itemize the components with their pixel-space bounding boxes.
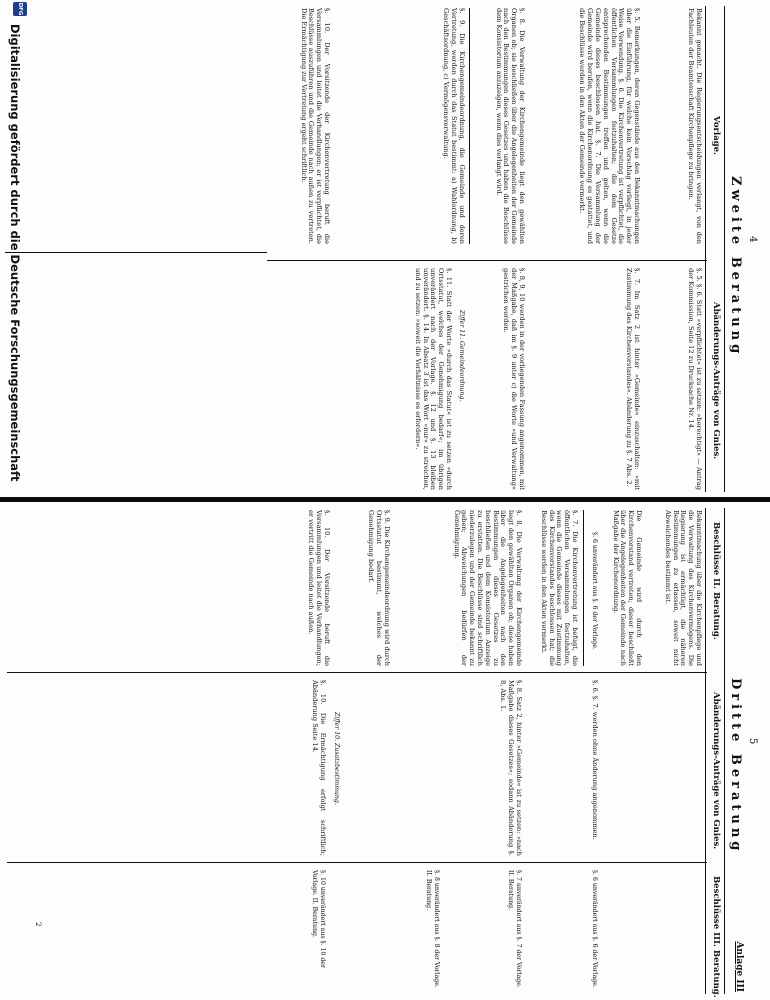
bill-paragraph: §. 10. Der Vorsitzende der Kirchenvertretung beruft die Versammlungen und leitet die Verhandlungen; er ist verpflichtet, die Beschlüsse auszuführen und die Gemeinde nach außen zu vertreten. Die Ermächtigung zur Vertretung ergeht schriftlich.	[299, 8, 331, 244]
right-page	[0, 502, 770, 1000]
column-header-second-reading: Beschlüsse II. Beratung.	[711, 522, 721, 640]
third-reading-paragraph: §. 8 unverändert aus §. 8 der Vorlage. II. Beratung.	[425, 870, 440, 988]
amendment-paragraph: §. 7. Im Satz 2 ist hinter »Gemeinde« einzuschalten: »mit Zustimmung des Kirchenvorstandes«. Abänderung zu §. 7 Abs. 2.	[625, 268, 641, 490]
second-reading-paragraph: Die Gemeinde wird durch den Kirchenvorstand vertreten; dieser beschließt über die Angelegenheiten der Gemeinde nach Maßgabe der Kirchenordnung.	[611, 510, 643, 666]
column-rule-lower	[5, 252, 267, 253]
bill-paragraph: §. 8. Die Verwaltung der Kirchengemeinde liegt den gewählten Organen ob; sie beschließen über die Angelegenheiten der Gemeinde nach den Bestimmungen dieses Gesetzes und haben die Beschlüsse dem Konsistorium anzuzeigen, wenn dies verlangt wird.	[494, 8, 526, 244]
column-rule	[267, 260, 707, 261]
page-mark: 2	[34, 922, 42, 927]
column-header-third-reading: Beschlüsse III. Beratung.	[711, 876, 721, 998]
amendment-paragraph: §. 5. §. 6. Statt »verpflichtet« ist zu setzen: »berechtigt« — Antrag der Kommission, Seite 12 zu Drucksache Nr. 14.	[687, 268, 703, 490]
table-header	[705, 508, 725, 998]
dfg-logo-icon: DFG	[13, 2, 27, 16]
third-reading-paragraph: §. 10 unverändert aus §. 10 der Vorlage. II. Beratung.	[311, 870, 326, 968]
column-header-amendments: Abänderungs-Anträge von Gnies.	[711, 692, 721, 850]
amendment-paragraph: §. 6. §. 7. werden ohne Änderung angenommen.	[591, 680, 599, 840]
section-title: Zweite Beratung	[728, 176, 743, 358]
amendment-paragraph: §. 8, 9, 10 werden in der vorliegenden Fassung angenommen, mit der Maßgabe, daß im §. 9 unter c) die Worte »und Verwaltung« gestrichen werden.	[502, 268, 526, 490]
amendment-paragraph: §. 8. Satz 2, hinter »Gemeinde« ist zu setzen: »nach Maßgabe dieses Gesetzes«; sodann Abänderung §. 8, Abs. 1.	[499, 680, 523, 856]
section-rule	[469, 8, 470, 244]
second-reading-paragraph: §. 9. Die Kirchengemeindeordnung wird durch Ortsstatut bestimmt, welches der Genehmigung bedarf.	[367, 510, 391, 666]
left-page	[0, 0, 770, 498]
sub-heading: Ziffer 10. Zusatzbestimmung.	[333, 712, 340, 805]
bill-paragraph: §. 9. Die Kirchengemeindeordnung, die Gemeinde und deren Vertretung, werden durch das Statut bestimmt: a) Wahlordnung, b) Geschäftsordnung, c) Vermögensverwaltung.	[442, 8, 466, 244]
second-reading-paragraph: §. 8. Die Verwaltung der Kirchengemeinde liegt den gewählten Organen ob; diese haben über die Angelegenheiten nach den Bestimmungen dieses Gesetzes zu beschließen und dem Konsistorium Anzeige zu erstatten. Die Beschlüsse sind schriftlich niederzulegen und der Gemeinde bekannt zu geben; Abweichungen bedürfen der Genehmigung.	[452, 510, 523, 666]
table-header	[705, 6, 725, 492]
column-rule	[7, 862, 707, 863]
second-reading-note: §. 6 unverändert aus §. 6 der Vorlage.	[591, 532, 598, 650]
second-reading-paragraph: §. 7. Die Kirchenvertretung ist befugt, die öffentlichen Versammlungen festzuhalten, wenn die Gemeinde dieses mit Zustimmung des Kirchenvorstandes beschlossen hat; die Beschlüsse werden in den Akten vermerkt.	[539, 510, 579, 666]
amendment-paragraph: §. 10. Die Ermächtigung erfolgt schriftlich; Abänderung Seite 14.	[311, 680, 327, 856]
annex-label: Anlage III	[734, 941, 744, 992]
third-reading-paragraph: §. 6 unverändert aus §. 6 der Vorlage.	[591, 870, 598, 988]
second-reading-paragraph: Bekanntmachung über die Kirchenpflege und die Verwaltung des Kirchenvermögens. Die Regierung ist ermächtigt, die näheren Bestimmungen zu erlassen, soweit nicht Abweichendes bestimmt ist.	[663, 510, 703, 666]
column-header-amendments: Abänderungs-Anträge von Gnies.	[711, 302, 721, 460]
page-number: 4	[747, 236, 758, 243]
amendment-paragraph: §. 11. Statt der Worte »durch das Statut« ist zu setzen »durch Ortsstatut, welches der Genehmigung bedarf«; im übrigen unverändert nach der Vorlage. §. 12 und §. 13 bleiben unverändert. §. 14. In Absatz 3 ist das Wort »nur« zu streichen, und zu setzen: »soweit die Verhältnisse es erfordern«.	[413, 268, 453, 490]
page-number: 5	[747, 738, 758, 745]
bill-intro-text: Bekannt genacht. Die Regierungsentscheidungen verlangt, von den Fachleuten der Beamtenschaft Kirchenpflege zu bringen.	[687, 8, 703, 244]
digitization-note-text: Digitalisierung gefördert durch die Deutsche Forschungsgemeinschaft	[8, 24, 22, 482]
column-header-bill: Vorlage.	[711, 116, 721, 156]
bill-paragraph: §. 5. Bemerkungen, deren Gegenstände aus den Bekanntmachungen über die Einführung, für welche kein Vorschlag vorliegt, in jeder Weise Verwendung. §. 6. Die Kirchenvertretung ist verpflichtet, die öffentlichen Versammlungen festzuhalten; die dem Gesetze entsprechenden Bestimmungen treffen und gelten, wenn die Gemeinde dieses beschlossen hat. §. 7. Die Versammlung der Gemeinde wird berufen, wenn die Kirchenordnung es gestattet, und die Beschlüsse werden in den Akten der Gemeinde vermerkt.	[578, 8, 641, 244]
third-reading-paragraph: §. 7 unverändert aus §. 7 der Vorlage. II. Beratung.	[507, 870, 522, 988]
column-rule	[7, 672, 707, 673]
second-reading-paragraph: §. 10. Der Vorsitzende beruft die Versammlungen und leitet die Verhandlungen; er vertritt die Gemeinde nach außen.	[307, 510, 331, 666]
section-rule	[583, 510, 584, 666]
sub-heading: Ziffer 11. Gemeindeordnung.	[458, 310, 465, 402]
section-title: Dritte Beratung	[728, 678, 743, 855]
